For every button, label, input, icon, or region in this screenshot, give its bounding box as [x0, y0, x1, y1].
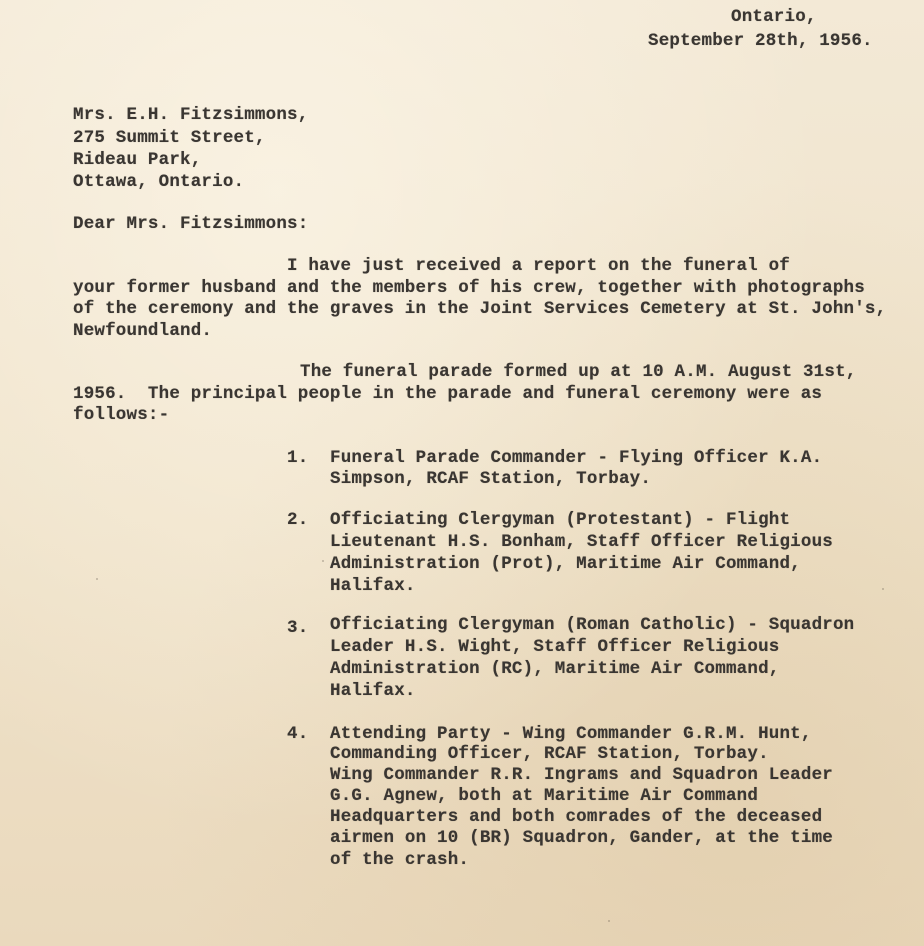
list-item-3-number: 3. [287, 618, 309, 638]
paragraph-1-line-4: Newfoundland. [73, 321, 213, 341]
list-item-4-line-5: Headquarters and both comrades of the deceased [330, 807, 823, 827]
list-item-4-line-4: G.G. Agnew, both at Maritime Air Command [330, 786, 759, 806]
list-item-4-number: 4. [287, 724, 309, 744]
letter-date: September 28th, 1956. [648, 31, 873, 51]
list-item-2-line-2: Lieutenant H.S. Bonham, Staff Officer Religious [330, 532, 833, 552]
paragraph-1-line-2: your former husband and the members of his crew, together with photographs [73, 278, 865, 298]
list-item-4-line-6: airmen on 10 (BR) Squadron, Gander, at the time [330, 828, 833, 848]
list-item-3-line-2: Leader H.S. Wight, Staff Officer Religious [330, 637, 780, 657]
paragraph-1-line-3: of the ceremony and the graves in the Joint Services Cemetery at St. John's, [73, 299, 887, 319]
list-item-4-line-3: Wing Commander R.R. Ingrams and Squadron Leader [330, 765, 833, 785]
recipient-street: 275 Summit Street, [73, 128, 266, 148]
paragraph-2-line-2: 1956. The principal people in the parade and funeral ceremony were as [73, 384, 823, 404]
list-item-2-line-1: Officiating Clergyman (Protestant) - Flight [330, 510, 791, 530]
list-item-4-line-7: of the crash. [330, 850, 470, 870]
list-item-3-line-3: Administration (RC), Maritime Air Command, [330, 659, 780, 679]
list-item-4-line-1: Attending Party - Wing Commander G.R.M. Hunt, [330, 724, 812, 744]
recipient-city: Ottawa, Ontario. [73, 172, 245, 192]
list-item-4-line-2: Commanding Officer, RCAF Station, Torbay. [330, 744, 769, 764]
list-item-1-line-1: Funeral Parade Commander - Flying Officer K.A. [330, 448, 823, 468]
paper-speck [882, 588, 884, 590]
letter-location: Ontario, [731, 7, 817, 27]
list-item-1-line-2: Simpson, RCAF Station, Torbay. [330, 469, 652, 489]
list-item-2-line-4: Halifax. [330, 576, 416, 596]
paragraph-2-line-1: The funeral parade formed up at 10 A.M. August 31st, [300, 362, 857, 382]
recipient-district: Rideau Park, [73, 150, 202, 170]
paper-speck [608, 920, 610, 922]
paragraph-1-line-1: I have just received a report on the funeral of [287, 256, 790, 276]
list-item-3-line-1: Officiating Clergyman (Roman Catholic) - Squadron [330, 615, 855, 635]
list-item-3-line-4: Halifax. [330, 681, 416, 701]
paper-speck [96, 578, 98, 580]
paper-speck [322, 560, 324, 562]
list-item-2-number: 2. [287, 510, 309, 530]
list-item-1-number: 1. [287, 448, 309, 468]
list-item-2-line-3: Administration (Prot), Maritime Air Command, [330, 554, 801, 574]
recipient-name: Mrs. E.H. Fitzsimmons, [73, 105, 309, 125]
salutation: Dear Mrs. Fitzsimmons: [73, 214, 309, 234]
paragraph-2-line-3: follows:- [73, 405, 170, 425]
